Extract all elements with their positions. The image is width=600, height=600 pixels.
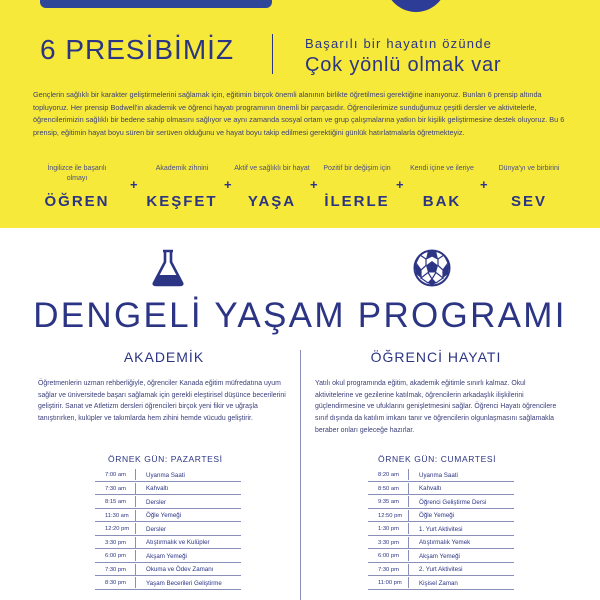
schedule-row (368, 536, 514, 550)
schedule-time: 7:30 pm (378, 566, 399, 573)
column-divider (300, 350, 301, 600)
schedule-activity: Okuma ve Ödev Zamanı (146, 566, 214, 573)
motto-line-1: Başarılı bir hayatın özünde (305, 36, 493, 51)
schedule-activity: Uyanma Saati (419, 471, 458, 479)
principle-word: ÖĞREN (44, 193, 110, 210)
principle-kesfet (143, 164, 221, 210)
schedule-row (368, 549, 514, 563)
principles-row (38, 164, 568, 218)
schedule-row (368, 563, 514, 577)
academic-description: Öğretmenlerin uzman rehberliğiyle, öğrenciler Kanada eğitim müfredatına uyum sağlar ve üniversitede başarı sağlamak için gerekli eleştirisel düşünce becerilerini geliştirir. Sanat ve Atletizm dersleri öğrencileri birçok yeni fikir ve uğraşla tanıştırırken, kulüpler ve takımlarda hem zihini hemde vücudu geliştirir. (38, 380, 286, 423)
row-separator (135, 523, 136, 534)
principle-sev (490, 164, 568, 210)
row-separator (135, 550, 136, 561)
schedule-row (95, 522, 241, 536)
schedule-row (95, 509, 241, 523)
schedule-row (368, 482, 514, 496)
schedule-activity: Akşam Yemeği (146, 552, 187, 560)
principles-title: 6 PRESİBİMİZ (40, 34, 235, 65)
student-life-description: Yatılı okul programında eğitim, akademik eğitimle sınırlı kalmaz. Okul aktivitelerine ve gezilerine katılmak, öğrencilerin arkadaşlık ilişkilerini güçlendirmesine ve ufuklarını genişletmesini sağlar. Öğrenci Hayatı öğrencilere sınıf dışında da katılım imkanı tanır ve öğrencilerin olgunlaşmasını sağlamakla beraber onları geleceğe hazırlar. (315, 380, 557, 434)
schedule-activity: 2. Yurt Aktivitesi (419, 566, 463, 573)
schedule-activity: Öğle Yemeği (146, 512, 182, 519)
row-separator (408, 564, 409, 575)
schedule-row (368, 509, 514, 523)
plus-sign: + (480, 177, 488, 192)
schedule-time: 8:30 pm (105, 580, 126, 586)
student-life-schedule-title: ÖRNEK GÜN: CUMARTESİ (378, 454, 497, 464)
schedule-time: 9:35 am (378, 499, 399, 505)
schedule-time: 8:20 am (378, 472, 399, 478)
schedule-activity: Öğrenci Geliştirme Dersi (419, 498, 487, 506)
row-separator (135, 496, 136, 507)
schedule-row (95, 495, 241, 509)
schedule-activity: 1. Yurt Aktivitesi (419, 525, 463, 533)
decorative-circle (385, 0, 447, 12)
academic-schedule-title: ÖRNEK GÜN: PAZARTESİ (108, 454, 223, 464)
schedule-row (95, 576, 241, 590)
motto-line-2: Çok yönlü olmak var (305, 54, 502, 76)
student-life-schedule (368, 468, 514, 590)
schedule-activity: Öğle Yemeği (419, 512, 455, 519)
schedule-time: 11:00 pm (378, 580, 402, 586)
plus-sign: + (224, 177, 232, 192)
principle-word: YAŞA (247, 193, 297, 210)
row-separator (135, 469, 136, 480)
schedule-time: 11:30 am (105, 512, 129, 519)
schedule-time: 7:00 am (105, 472, 126, 478)
schedule-activity: Kişisel Zaman (419, 579, 458, 587)
schedule-activity: Kahvaltı (146, 485, 169, 492)
principle-ogren (38, 164, 116, 210)
schedule-activity: Akşam Yemeği (419, 552, 460, 560)
schedule-time: 8:50 am (378, 485, 399, 492)
principle-desc: Aktif ve sağlıklı bir hayat (234, 165, 310, 172)
soccer-ball-icon (413, 249, 451, 287)
schedule-activity: Dersler (146, 498, 166, 506)
schedule-time: 7:30 pm (105, 566, 126, 573)
schedule-row (95, 468, 241, 482)
principle-ilerle (318, 164, 396, 210)
schedule-time: 1:30 pm (378, 526, 399, 532)
principle-desc: İngilizce ile başarılı olmayı (47, 165, 107, 182)
row-separator (408, 577, 409, 588)
schedule-time: 8:15 am (105, 499, 126, 505)
schedule-row (368, 576, 514, 590)
program-title: DENGELİ YAŞAM PROGRAMI (33, 296, 567, 335)
principle-desc: Pozitif bir değişim için (323, 165, 391, 172)
principle-bak (403, 164, 481, 210)
principles-section (0, 0, 600, 228)
schedule-time: 3:30 pm (105, 539, 126, 546)
student-life-heading: ÖĞRENCİ HAYATI (370, 349, 502, 365)
principle-word: BAK (422, 193, 462, 210)
schedule-time: 12:50 pm (378, 512, 403, 519)
plus-sign: + (130, 177, 138, 192)
row-separator (135, 564, 136, 575)
principle-word: İLERLE (324, 193, 390, 210)
row-separator (135, 577, 136, 588)
schedule-time: 3:30 pm (378, 539, 399, 546)
schedule-activity: Atıştırmalık Yemek (419, 539, 471, 546)
logo-banner (40, 0, 272, 8)
schedule-time: 7:30 am (105, 485, 126, 492)
schedule-time: 6:00 pm (105, 553, 126, 559)
schedule-activity: Atıştırmalık ve Kulüpler (146, 539, 210, 546)
row-separator (408, 550, 409, 561)
schedule-row (95, 549, 241, 563)
schedule-row (368, 495, 514, 509)
row-separator (408, 523, 409, 534)
row-separator (408, 496, 409, 507)
title-divider (272, 34, 273, 74)
row-separator (408, 469, 409, 480)
flask-icon (150, 249, 186, 287)
plus-sign: + (396, 177, 404, 192)
intro-paragraph: Gençlerin sağlıklı bir karakter geliştirmelerini sağlamak için, eğitimin birçok önemli alanının birlikte öğretilmesi gerektiğine inanıyoruz. Bunları 6 prensip altında topluyoruz. Her prensip Bodwell'in akademik ve öğrenci hayatı programının önemli bir parçasıdır. Öğrencilerimize sunduğumuz çeşitli dersler ve aktivitelerle, öğrencilerimizin sağlıklı bir bedene sahip olmasını sağlıyor ve aynı zamanda sosyal ortam ve grup çalışmalarına yatkın bir kişilik geliştirmesine destek oluyoruz. Bu 6 prensip, eğitimin hayat boyu süren bir serüven olduğunu ve hayat boyu takip edilmesi gerektiğini günlük hatırlatmalarla öğretmekteyiz. (33, 90, 565, 137)
schedule-row (95, 482, 241, 496)
schedule-row (95, 536, 241, 550)
row-separator (408, 510, 409, 521)
principle-word: SEV (510, 193, 547, 210)
row-separator (135, 510, 136, 521)
schedule-row (95, 563, 241, 577)
schedule-activity: Yaşam Becerileri Geliştirme (146, 579, 222, 587)
row-separator (408, 537, 409, 548)
schedule-time: 6:00 pm (378, 553, 399, 559)
principle-word: KEŞFET (146, 193, 218, 210)
row-separator (135, 483, 136, 494)
principle-desc: Kendi içine ve ileriye (410, 165, 474, 172)
principle-desc: Akademik zihnini (155, 165, 209, 172)
schedule-time: 12:20 pm (105, 526, 130, 532)
principle-yasa (233, 164, 311, 210)
academic-schedule (95, 468, 241, 590)
schedule-row (368, 522, 514, 536)
row-separator (135, 537, 136, 548)
academic-heading: AKADEMİK (123, 349, 205, 365)
schedule-activity: Uyanma Saati (146, 471, 185, 479)
schedule-row (368, 468, 514, 482)
schedule-activity: Dersler (146, 525, 166, 533)
plus-sign: + (310, 177, 318, 192)
schedule-activity: Kahvaltı (419, 485, 442, 492)
row-separator (408, 483, 409, 494)
principle-desc: Dünya'yı ve birbirini (498, 165, 560, 172)
